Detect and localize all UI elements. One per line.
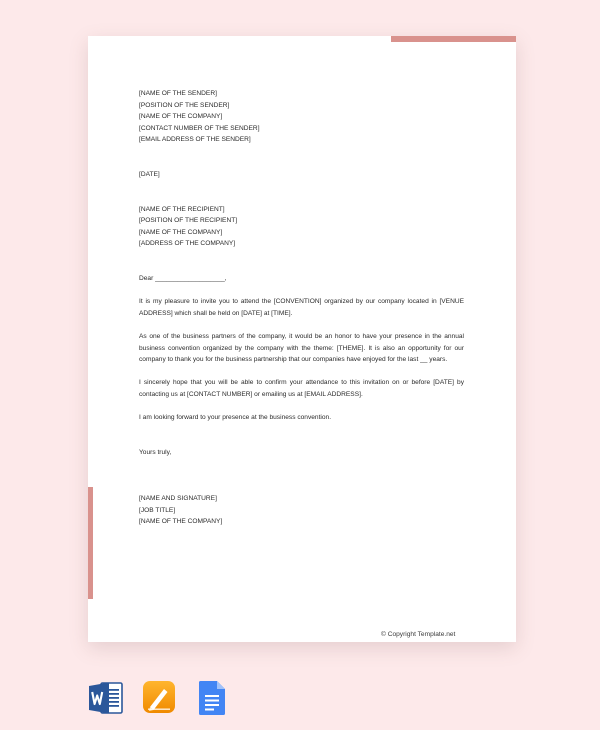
word-icon[interactable] bbox=[88, 680, 124, 716]
recipient-address: [ADDRESS OF THE COMPANY] bbox=[139, 240, 236, 248]
paragraph-invitation: It is my pleasure to invite you to attend the [CONVENTION] organized by our company located in [VENUE ADDRESS] which shall be held on [DATE] at [TIME]. bbox=[139, 298, 464, 317]
paragraph-closing-remark: I am looking forward to your presence at the business convention. bbox=[139, 414, 332, 422]
signature-name: [NAME AND SIGNATURE] bbox=[139, 495, 217, 503]
left-accent-bar bbox=[88, 487, 93, 599]
sender-position: [POSITION OF THE SENDER] bbox=[139, 101, 230, 109]
salutation: Dear ___________________, bbox=[139, 274, 227, 282]
pages-icon[interactable] bbox=[142, 680, 176, 714]
letter-date: [DATE] bbox=[139, 170, 160, 178]
signature-block bbox=[139, 493, 464, 528]
recipient-block bbox=[139, 204, 464, 250]
google-docs-icon[interactable] bbox=[198, 680, 226, 716]
recipient-name: [NAME OF THE RECIPIENT] bbox=[139, 205, 225, 213]
recipient-company: [NAME OF THE COMPANY] bbox=[139, 228, 223, 236]
paragraph-partnership: As one of the business partners of the company, it would be an honor to have your presence in the annual business convention organized by the company with the theme: [THEME]. It is also an opportunity for our company to thank you for the business partnership that our companies have enjoyed for the last __ years. bbox=[139, 332, 464, 364]
sender-company: [NAME OF THE COMPANY] bbox=[139, 113, 223, 121]
sender-name: [NAME OF THE SENDER] bbox=[139, 90, 217, 97]
closing: Yours truly, bbox=[139, 448, 172, 456]
signature-job-title: [JOB TITLE] bbox=[139, 506, 176, 514]
sender-block bbox=[139, 88, 464, 146]
paragraph-confirmation: I sincerely hope that you will be able to confirm your attendance to this invitation on or before [DATE] by contacting us at [CONTACT NUMBER] or emailing us at [EMAIL ADDRESS]. bbox=[139, 379, 464, 398]
copyright-notice: © Copyright Template.net bbox=[381, 631, 456, 638]
sender-email: [EMAIL ADDRESS OF THE SENDER] bbox=[139, 136, 251, 144]
top-accent-bar bbox=[391, 36, 516, 42]
recipient-position: [POSITION OF THE RECIPIENT] bbox=[139, 217, 238, 225]
signature-company: [NAME OF THE COMPANY] bbox=[139, 518, 223, 526]
sender-contact: [CONTACT NUMBER OF THE SENDER] bbox=[139, 124, 260, 132]
letter-body bbox=[139, 88, 464, 528]
